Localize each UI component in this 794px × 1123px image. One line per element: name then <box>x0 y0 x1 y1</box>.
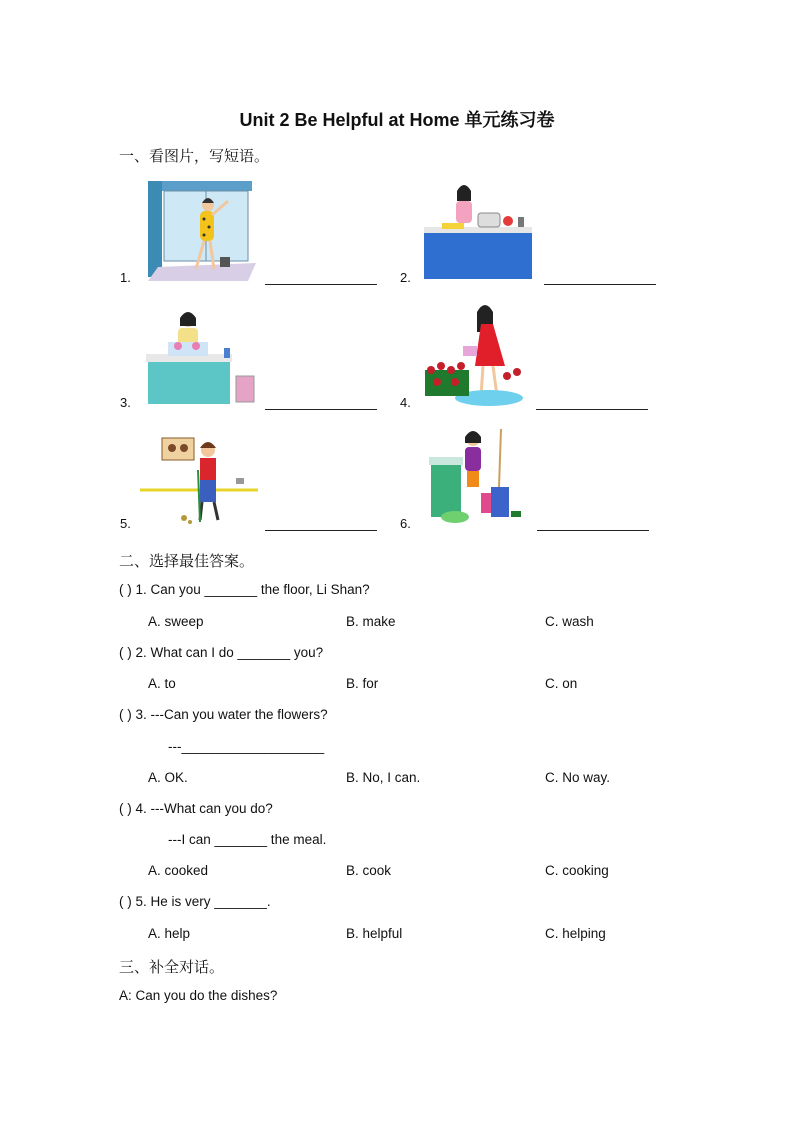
q3-option-b: B. No, I can. <box>346 770 421 785</box>
question-5: ( ) 5. He is very _______. <box>119 894 271 909</box>
woman-washing-clothes-icon <box>419 427 529 531</box>
answer-line-1[interactable] <box>265 284 377 285</box>
answer-line-4[interactable] <box>536 409 648 410</box>
girl-watering-flowers-icon <box>419 300 529 408</box>
q4-option-c: C. cooking <box>545 863 609 878</box>
answer-line-2[interactable] <box>544 284 656 285</box>
woman-cleaning-window-icon <box>138 177 258 281</box>
section2-heading: 二、选择最佳答案。 <box>119 553 255 570</box>
q2-option-a: A. to <box>148 676 176 691</box>
q5-option-b: B. helpful <box>346 926 403 941</box>
q4-sub-line: ---I can _______ the meal. <box>168 832 327 847</box>
q3-option-a: A. OK. <box>148 770 188 785</box>
item3-number: 3. <box>120 395 131 410</box>
q4-option-b: B. cook <box>346 863 392 878</box>
question-4: ( ) 4. ---What can you do? <box>119 801 273 816</box>
question-3: ( ) 3. ---Can you water the flowers? <box>119 707 328 722</box>
q1-option-a: A. sweep <box>148 614 204 629</box>
q2-option-b: B. for <box>346 676 379 691</box>
q5-option-c: C. helping <box>545 926 606 941</box>
item2-number: 2. <box>400 270 411 285</box>
question-2: ( ) 2. What can I do _______ you? <box>119 645 324 660</box>
answer-line-5[interactable] <box>265 530 377 531</box>
item6-number: 6. <box>400 516 411 531</box>
q1-option-c: C. wash <box>545 614 594 629</box>
dialogue-line-1: A: Can you do the dishes? <box>119 988 278 1003</box>
item5-number: 5. <box>120 516 131 531</box>
section1-heading: 一、看图片，写短语。 <box>119 148 270 165</box>
girl-cooking-meal-icon <box>418 177 538 281</box>
q5-option-a: A. help <box>148 926 191 941</box>
q4-option-a: A. cooked <box>148 863 209 878</box>
q1-option-b: B. make <box>346 614 396 629</box>
q2-option-c: C. on <box>545 676 578 691</box>
q3-option-c: C. No way. <box>545 770 611 785</box>
boy-sweeping-floor-icon <box>140 430 258 530</box>
q3-answer-line: ---___________________ <box>168 739 325 754</box>
answer-line-3[interactable] <box>265 409 377 410</box>
question-1: ( ) 1. Can you _______ the floor, Li Shan? <box>119 582 370 597</box>
section3-heading: 三、补全对话。 <box>119 959 225 976</box>
item4-number: 4. <box>400 395 411 410</box>
answer-line-6[interactable] <box>537 530 649 531</box>
woman-washing-dishes-icon <box>140 306 258 406</box>
item1-number: 1. <box>120 270 131 285</box>
page-title: Unit 2 Be Helpful at Home 单元练习卷 <box>239 110 555 130</box>
